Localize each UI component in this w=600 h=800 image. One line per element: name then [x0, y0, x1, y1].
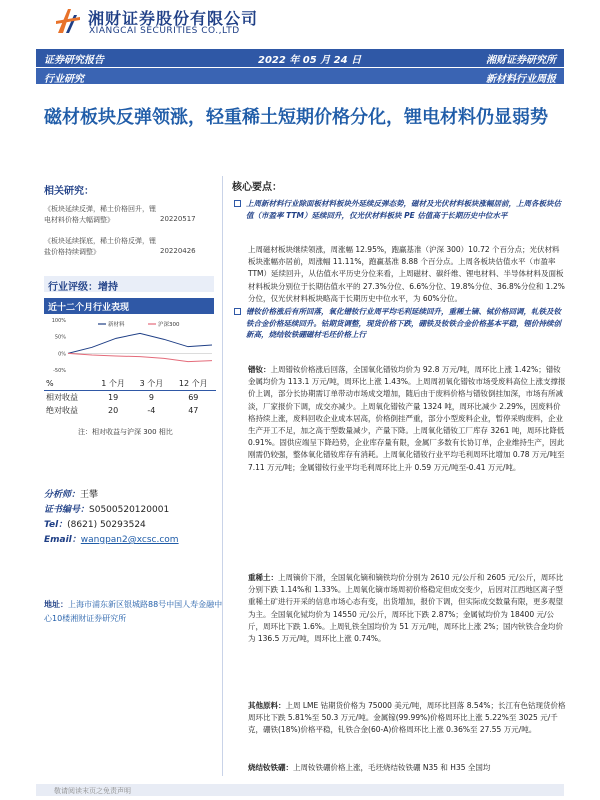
address-label: 地址： [44, 600, 68, 609]
report-date: 2022 年 05 月 24 日 [258, 55, 362, 66]
bullet-square-icon [234, 200, 241, 207]
table-row [44, 404, 216, 417]
report-title: 磁材板块反弹领涨，轻重稀土短期价格分化，锂电材料仍显弱势 [44, 107, 548, 128]
core-points-title: 核心要点： [232, 182, 282, 193]
related-research-label: 相关研究： [44, 186, 94, 197]
para-label: 镨钕： [248, 365, 271, 374]
paragraph: 上周磁材板块继续领涨，周涨幅 12.95%，跑赢基准（沪深 300）10.72 个百分点；光伏材料板块涨幅亦居前，周涨幅 11.11%，跑赢基准 8.88 个百分点。上周各板块估值水平（市盈率 TTM）延续回升，从估值水平历史分位来看，上周磁材、碳纤维、锂电材料、半导体材料及面板材料板块分别位于长期估值水平的 27.3%分位、6.6%分位、19.8%分位、36.8%分位和 1.2%分位，仅光伏材料板块略高于长期历史中位水平，为 60%分位。 [248, 245, 565, 303]
bullet-square-icon [234, 308, 241, 315]
address-block [44, 598, 224, 626]
key-point-text: 镨钕价格涨后有所回落，氧化镨钕行业周平均毛利延续回升，重稀土镝、铽价格回调，轧铁及钕铁合金价格延续回升。钴期货调整，现货价格下跌，硼铁及钕铁合金价格基本平稳，锂价持续创新高，烧结钕铁硼磁材毛坯价格上行 [246, 307, 561, 339]
y-tick-label: 0% [58, 351, 66, 358]
chart-title: 近十二个月行业表现 [44, 298, 214, 314]
email-label: Email： [44, 535, 81, 545]
report-category: 行业研究 [44, 74, 84, 85]
related-date: 20220426 [160, 247, 196, 255]
address-text: 上海市浦东新区银城路88号中国人寿金融中心10楼湘财证券研究所 [44, 600, 223, 623]
company-name-cn: 湘财证券股份有限公司 [88, 9, 259, 28]
table-cell: 绝对收益 [46, 406, 78, 415]
cert-number: S0500520120001 [89, 505, 170, 515]
table-header-cell: 1 个月 [94, 377, 132, 391]
para-text: 上周镨钕价格涨后回落，全国氧化镨钕均价为 92.8 万元/吨，周环比上涨 1.42%；镨钕金属均价为 113.1 万元/吨，周环比上涨 1.43%。上周周初氧化镨钕市场受废料高位上涨支撑报价上调，部分长协期需订单带动市场成交增加，随后由于废料价格与镨钕倒挂加深，市场有所减淡，厂家报价下调，成交亦减少。上周氧化镨钕产量 1324 吨，周环比减少 2.29%，因废料价格持续上涨，废料回收企业成本居高，价格倒挂严重，部分小型废料企业，暂停采购废料，企业生产开工不足，加之高于型数量减少，产量下降。上周氧化镨钕工厂库存 3261 吨，周环比降低 0.91%。固供应端呈下降趋势，企业库存量有限，金属厂多数有长协订单，企业维持生产，因此刚需仍较强，整体氧化镨钕库存有消耗。上周氧化镨钕行业平均毛利周环比增加 0.78 万元/吨至 7.11 万元/吨；金属镨钕行业平均毛利周环比上升 0.59 万元/吨至-0.41 万元/吨。 [248, 365, 566, 472]
para-text: 上周镝价下滑，全国氧化镝和镝铁均价分别为 2610 元/公斤和 2605 元/公斤，周环比分别下跌 1.14%和 1.33%。上周氧化镝市场周初价格稳定但成交变少，后因对江西地区离子型重稀土矿进行开采的信息市场心态有变，出货增加，报价下调，但实际成交数量有限，更多观望为主。全国氧化铽均价为 14550 元/公斤，周环比下跌 2.87%；金属铽均价为 18400 元/公斤，周环比下跌 1.6%。上周钆铁全国均价为 51 万元/吨，周环比上涨 2%；国内钬铁合金均价为 136.5 万元/吨，周环比上涨 0.74%。 [248, 573, 564, 644]
disclaimer-notice[interactable]: 敬请阅读末页之免责声明 [54, 787, 131, 795]
para-text: 上周 LME 钴期货价格为 75000 美元/吨，周环比回落 8.54%；长江有色钴现货价格周环比下跌 5.81%至 50.3 万元/吨。金属镓(99.99%)价格周环比上涨 5.22%至 3025 元/千克，硼铁(18%)价格平稳，钆铁合金(60-A)价格周环比上涨 0.36%至 27.55 万元/吨。 [248, 701, 566, 735]
company-logo-icon [54, 7, 82, 35]
table-header-cell: % [44, 377, 94, 391]
para-label: 烧结钕铁硼： [248, 763, 293, 772]
performance-note: 注：相对收益与沪深 300 相比 [78, 428, 173, 436]
related-date: 20220517 [160, 215, 196, 223]
table-cell: 相对收益 [46, 393, 78, 402]
y-tick-label: -50% [53, 368, 66, 374]
header-band-top [36, 49, 564, 67]
performance-chart [44, 316, 216, 374]
y-tick-label: 100% [51, 318, 66, 324]
related-item[interactable]: 《板块延续反弹，稀土价格回升，锂电材料价格大幅调整》 [44, 205, 156, 224]
analyst-name: 王攀 [80, 490, 99, 500]
legend-label: 新材料 [108, 322, 125, 328]
tel-number: (8621) 50293524 [67, 520, 146, 530]
series-line-new-materials [68, 333, 212, 353]
company-name-en: XIANGCAI SECURITIES CO.,LTD [89, 26, 240, 36]
performance-table [44, 377, 216, 417]
report-series: 新材料行业周报 [486, 74, 556, 85]
column-divider [222, 176, 223, 776]
legend-label: 沪深300 [158, 322, 180, 328]
table-header-row [44, 377, 216, 391]
table-cell: 47 [188, 406, 199, 415]
paragraph-other-materials [248, 700, 566, 737]
email-link[interactable]: wangpan2@xcsc.com [80, 535, 179, 545]
report-type: 证券研究报告 [44, 55, 104, 66]
paragraph-heavy-rare-earth [248, 572, 566, 645]
table-header-cell: 12 个月 [171, 377, 216, 391]
institute-name: 湘财证券研究所 [486, 55, 556, 66]
cert-label: 证书编号： [44, 505, 90, 515]
table-cell: 19 [107, 393, 119, 402]
paragraph-praseodymium [248, 364, 566, 474]
industry-rating: 行业评级：增持 [44, 276, 214, 292]
y-tick-label: 50% [54, 334, 66, 341]
para-label: 重稀土： [248, 573, 278, 582]
table-cell: 9 [148, 393, 154, 402]
table-row [44, 391, 216, 405]
para-label: 其他原料： [248, 701, 286, 710]
table-header-cell: 3 个月 [132, 377, 170, 391]
key-point-text: 上周新材料行业除面板材料板块外延续反弹态势，磁材及光伏材料板块涨幅居前，上周各板块估值（市盈率 TTM）延续回升，仅光伏材料板块 PE 估值高于长期历史中位水平 [246, 199, 561, 220]
header-band-bottom [36, 68, 564, 84]
analyst-name-label: 分析师： [44, 490, 81, 500]
table-cell: 69 [188, 393, 199, 402]
tel-label: Tel： [44, 520, 68, 530]
table-cell: 20 [107, 406, 119, 415]
related-item[interactable]: 《板块延续探底，稀土价格反弹，锂盐价格持续调整》 [44, 237, 156, 256]
series-line-csi300 [68, 353, 212, 361]
para-text: 上周钕铁硼价格上涨，毛坯烧结钕铁硼 N35 和 H35 全国均 [293, 763, 491, 772]
table-cell: -4 [147, 406, 156, 415]
analyst-block [44, 488, 219, 548]
paragraph-sintered-ndfeb [248, 762, 566, 776]
